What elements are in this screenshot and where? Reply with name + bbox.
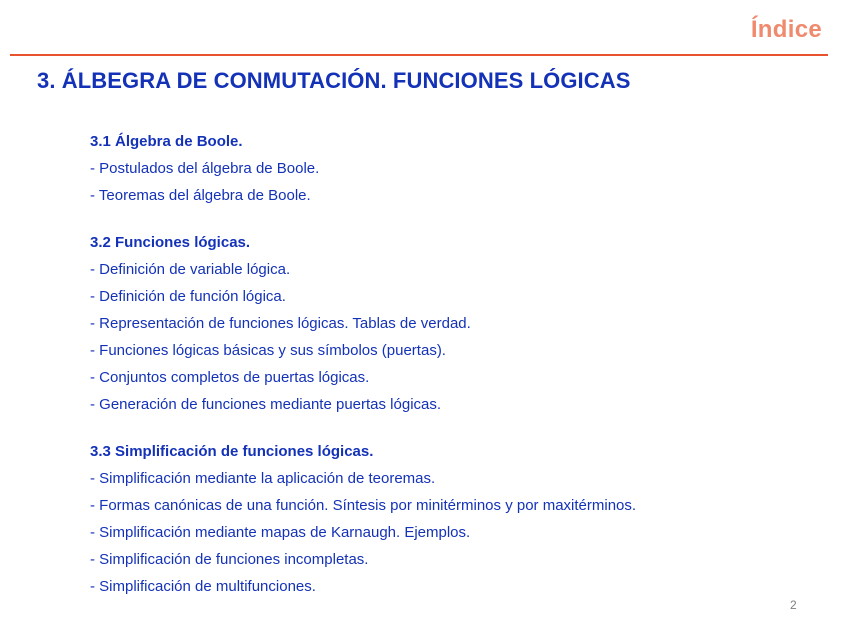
section-boole-algebra	[90, 128, 820, 209]
section-title: 3.3 Simplificación de funciones lógicas.	[90, 443, 374, 460]
list-item: - Definición de función lógica.	[90, 288, 286, 305]
index-content	[90, 128, 820, 620]
list-item: - Teoremas del álgebra de Boole.	[90, 187, 311, 204]
list-item: - Formas canónicas de una función. Síntesis por minitérminos y por maxitérminos.	[90, 497, 637, 514]
list-item: - Simplificación mediante la aplicación de teoremas.	[90, 470, 436, 487]
page-number: 2	[790, 598, 797, 612]
list-item: - Generación de funciones mediante puertas lógicas.	[90, 396, 442, 413]
list-item: - Conjuntos completos de puertas lógicas.	[90, 369, 370, 386]
header-divider	[10, 54, 828, 56]
page-title: 3. ÁLBEGRA DE CONMUTACIÓN. FUNCIONES LÓGICAS	[37, 68, 631, 93]
list-item: - Postulados del álgebra de Boole.	[90, 160, 320, 177]
list-item: - Representación de funciones lógicas. Tablas de verdad.	[90, 315, 471, 332]
list-item: - Simplificación mediante mapas de Karnaugh. Ejemplos.	[90, 524, 471, 541]
list-item: - Funciones lógicas básicas y sus símbolos (puertas).	[90, 342, 446, 359]
section-title: 3.1 Álgebra de Boole.	[90, 133, 243, 150]
index-header-label: Índice	[750, 16, 822, 43]
list-item: - Definición de variable lógica.	[90, 261, 291, 278]
section-title: 3.2 Funciones lógicas.	[90, 234, 251, 251]
section-simplification	[90, 438, 820, 600]
list-item: - Simplificación de funciones incompletas.	[90, 551, 369, 568]
list-item: - Simplificación de multifunciones.	[90, 578, 316, 595]
section-logic-functions	[90, 229, 820, 418]
